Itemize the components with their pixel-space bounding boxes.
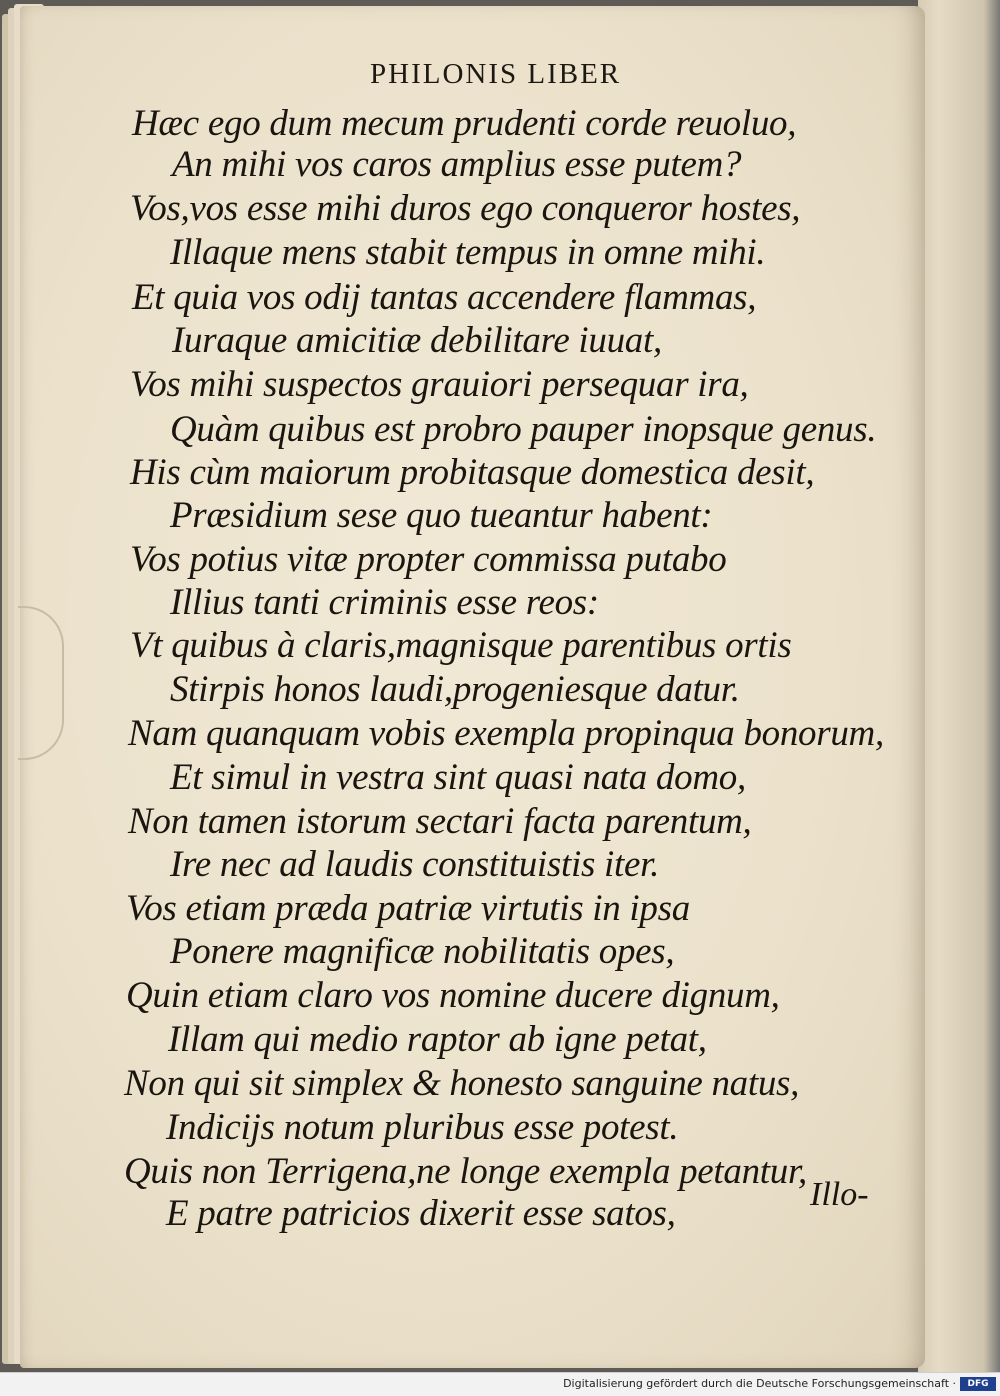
verse-line: Præsidium sese quo tueantur habent: [170, 495, 713, 536]
page-fold-mark [18, 606, 64, 760]
verse-line: Quin etiam claro vos nomine ducere dignum, [126, 975, 780, 1016]
viewer-footer [0, 1372, 1000, 1396]
verse-line: Non qui sit simplex & honesto sanguine natus, [124, 1063, 800, 1104]
verse-line: Quis non Terrigena,ne longe exempla petantur, [124, 1151, 807, 1192]
verse-line: Vos,vos esse mihi duros ego conqueror hostes, [130, 188, 801, 229]
verse-line: Vos etiam præda patriæ virtutis in ipsa [126, 888, 690, 929]
verse-line: Indicijs notum pluribus esse potest. [166, 1107, 679, 1148]
verse-line: Stirpis honos laudi,progeniesque datur. [170, 669, 740, 710]
verse-line: Iuraque amicitiæ debilitare iuuat, [172, 320, 662, 361]
catchword: Illo- [810, 1176, 869, 1213]
verse-line: Ire nec ad laudis constituistis iter. [170, 844, 660, 885]
dfg-logo: DFG [960, 1377, 996, 1391]
verse-line: Vt quibus à claris,magnisque parentibus ortis [130, 625, 792, 666]
running-head: PHILONIS LIBER [370, 58, 622, 90]
verse-line: Quàm quibus est probro pauper inopsque genus. [170, 409, 877, 450]
verse-line: Vos mihi suspectos grauiori persequar ira, [130, 364, 749, 405]
verse-line: Et quia vos odij tantas accendere flammas, [132, 277, 757, 318]
verse-line: Ponere magnificæ nobilitatis opes, [170, 931, 675, 972]
verse-line: Non tamen istorum sectari facta parentum, [128, 801, 752, 842]
verse-line: Nam quanquam vobis exempla propinqua bonorum, [128, 713, 884, 754]
verse-line: His cùm maiorum probitasque domestica desit, [130, 452, 815, 493]
funding-credit: Digitalisierung gefördert durch die Deutsche Forschungsgemeinschaft · [563, 1377, 956, 1390]
verse-line: Vos potius vitæ propter commissa putabo [130, 539, 727, 580]
verse-line: Illius tanti criminis esse reos: [170, 582, 599, 623]
verse-line: Illaque mens stabit tempus in omne mihi. [170, 232, 766, 273]
verse-line: Hæc ego dum mecum prudenti corde reuoluo, [132, 103, 797, 144]
facing-page-sliver [918, 0, 1000, 1372]
verse-line: E patre patricios dixerit esse satos, [166, 1193, 676, 1234]
verse-line: Illam qui medio raptor ab igne petat, [168, 1019, 707, 1060]
verse-line: Et simul in vestra sint quasi nata domo, [170, 757, 746, 798]
book-page [20, 6, 925, 1368]
verse-line: An mihi vos caros amplius esse putem? [172, 144, 742, 185]
